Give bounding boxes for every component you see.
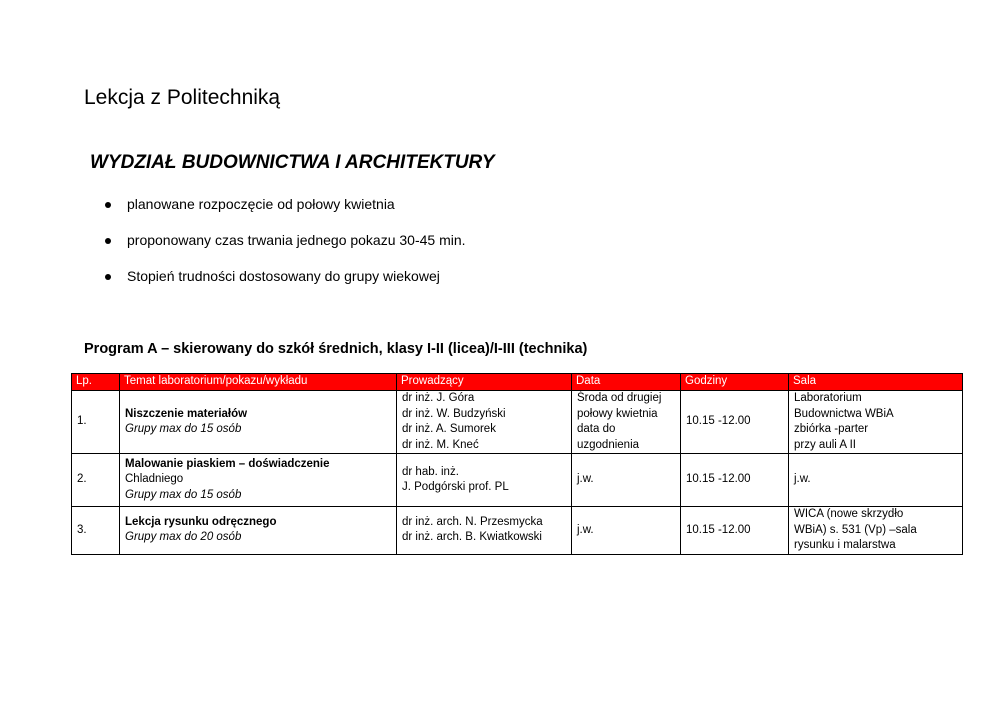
- date-line: Środa od drugiej: [577, 392, 662, 404]
- topic-title: Lekcja rysunku odręcznego: [125, 515, 277, 528]
- table-row: [72, 454, 963, 507]
- cell-topic: [120, 454, 397, 507]
- program-heading: Program A – skierowany do szkół średnich, klasy I-II (licea)/I-III (technika): [84, 341, 588, 357]
- bullet-item: [105, 196, 466, 232]
- bullet-text: Stopień trudności dostosowany do grupy wiekowej: [127, 268, 440, 284]
- room-line: przy auli A II: [794, 438, 857, 451]
- room-line: Laboratorium: [794, 392, 862, 404]
- cell-hours: 10.15 -12.00: [681, 454, 789, 507]
- cell-lp: 1.: [72, 391, 120, 454]
- column-header-room: Sala: [789, 374, 963, 391]
- date-line: połowy kwietnia: [577, 407, 658, 420]
- bullet-text: proponowany czas trwania jednego pokazu 30-45 min.: [127, 232, 466, 248]
- cell-topic: [120, 391, 397, 454]
- date-line: data do: [577, 423, 616, 435]
- cell-instructors: [397, 507, 572, 555]
- instructor: dr inż. arch. N. Przesmycka: [402, 515, 543, 528]
- section-heading: WYDZIAŁ BUDOWNICTWA I ARCHITEKTURY: [90, 152, 495, 173]
- table-row: [72, 507, 963, 555]
- room-line: WBiA) s. 531 (Vp) –sala: [794, 523, 917, 536]
- table-row: [72, 391, 963, 454]
- bullet-text: planowane rozpoczęcie od połowy kwietnia: [127, 196, 395, 212]
- instructor: dr inż. arch. B. Kwiatkowski: [402, 531, 542, 544]
- cell-date: j.w.: [572, 507, 681, 555]
- room-line: Budownictwa WBiA: [794, 407, 894, 420]
- column-header-instructors: Prowadzący: [397, 374, 572, 391]
- group-size: Grupy max do 15 osób: [125, 488, 242, 501]
- topic-title: Malowanie piaskiem – doświadczenie: [125, 457, 330, 470]
- page-title: Lekcja z Politechniką: [84, 86, 281, 109]
- instructor: dr hab. inż.: [402, 465, 459, 478]
- instructor: dr inż. W. Budzyński: [402, 407, 506, 420]
- room-line: WICA (nowe skrzydło: [794, 508, 904, 520]
- info-bullet-list: [105, 196, 466, 304]
- bullet-item: [105, 268, 466, 304]
- cell-lp: 3.: [72, 507, 120, 555]
- table-header-row: [72, 374, 963, 391]
- cell-lp: 2.: [72, 454, 120, 507]
- room-line: zbiórka -parter: [794, 423, 869, 435]
- column-header-hours: Godziny: [681, 374, 789, 391]
- cell-topic: [120, 507, 397, 555]
- cell-room: [789, 391, 963, 454]
- column-header-lp: Lp.: [72, 374, 120, 391]
- instructor: dr inż. A. Sumorek: [402, 423, 496, 435]
- program-table: [71, 373, 963, 555]
- instructor: dr inż. J. Góra: [402, 392, 475, 404]
- cell-date: [572, 391, 681, 454]
- column-header-date: Data: [572, 374, 681, 391]
- group-size: Grupy max do 15 osób: [125, 423, 242, 435]
- cell-room: [789, 507, 963, 555]
- bullet-dot-icon: [105, 274, 111, 280]
- bullet-dot-icon: [105, 202, 111, 208]
- topic-title: Niszczenie materiałów: [125, 407, 248, 420]
- date-line: uzgodnienia: [577, 438, 640, 451]
- room-line: rysunku i malarstwa: [794, 539, 896, 551]
- cell-instructors: [397, 454, 572, 507]
- cell-room: j.w.: [789, 454, 963, 507]
- bullet-item: [105, 232, 466, 268]
- bullet-dot-icon: [105, 238, 111, 244]
- group-size: Grupy max do 20 osób: [125, 531, 242, 544]
- column-header-topic: Temat laboratorium/pokazu/wykładu: [120, 374, 397, 391]
- cell-date: j.w.: [572, 454, 681, 507]
- cell-instructors: [397, 391, 572, 454]
- topic-extra: Chladniego: [125, 473, 184, 486]
- instructor: dr inż. M. Kneć: [402, 438, 479, 451]
- cell-hours: 10.15 -12.00: [681, 507, 789, 555]
- instructor: J. Podgórski prof. PL: [402, 481, 509, 493]
- cell-hours: 10.15 -12.00: [681, 391, 789, 454]
